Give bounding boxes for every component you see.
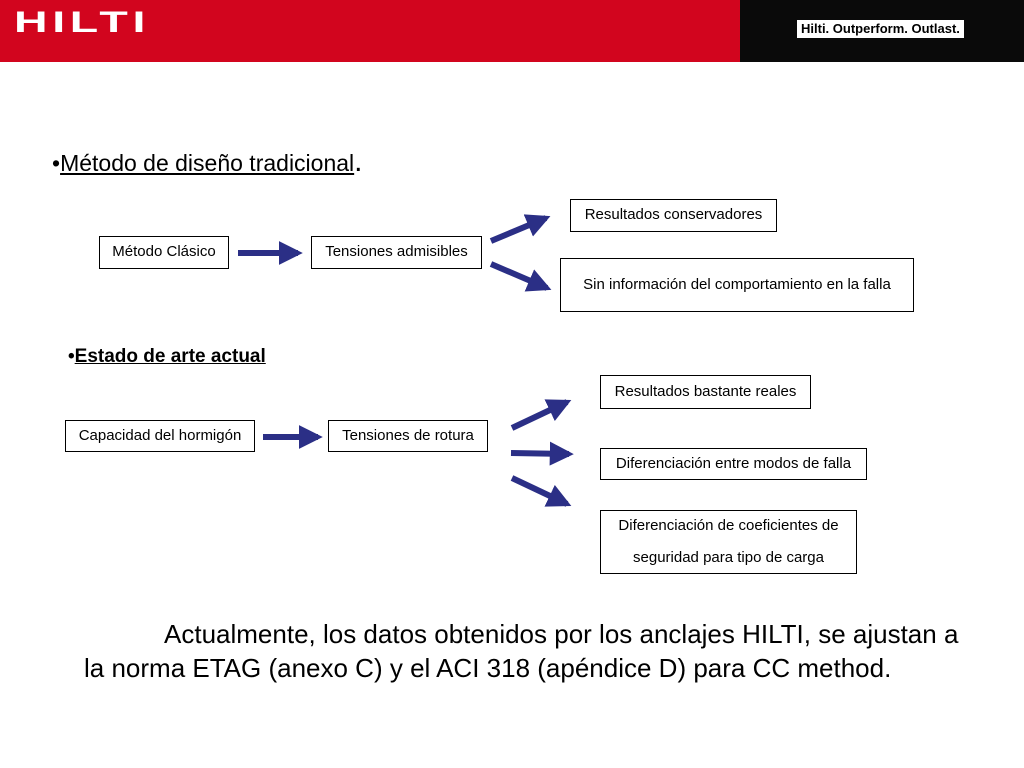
arrow-to-conservadores <box>491 218 546 241</box>
box-metodo-clasico: Método Clásico <box>99 236 229 269</box>
tagline: Hilti. Outperform. Outlast. <box>797 20 964 38</box>
hilti-logo: HILTI <box>14 6 151 39</box>
box-resultados-conservadores: Resultados conservadores <box>570 199 777 232</box>
arrow-to-resultados-reales <box>512 402 567 428</box>
box-tensiones-rotura: Tensiones de rotura <box>328 420 488 452</box>
section1-bullet: • <box>52 150 61 176</box>
section2-bullet: • <box>68 346 75 367</box>
box-modos-falla: Diferenciación entre modos de falla <box>600 448 867 480</box>
box-tensiones-admisibles: Tensiones admisibles <box>311 236 482 269</box>
box-coeficientes-seguridad: Diferenciación de coeficientes de seguridad para tipo de carga <box>600 510 857 574</box>
box-capacidad-hormigon: Capacidad del hormigón <box>65 420 255 452</box>
arrow-to-coeficientes <box>512 478 567 504</box>
section1-heading-period: . <box>354 145 363 178</box>
box-resultados-reales: Resultados bastante reales <box>600 375 811 409</box>
box-sin-informacion: Sin información del comportamiento en la falla <box>560 258 914 312</box>
summary-paragraph: Actualmente, los datos obtenidos por los anclajes HILTI, se ajustan a la norma ETAG (anexo C) y el ACI 318 (apéndice D) para CC method. <box>84 619 959 683</box>
arrow-to-modos-falla <box>511 453 569 454</box>
section1-heading-text: Método de diseño tradicional <box>60 150 355 176</box>
section2-heading-text: Estado de arte actual <box>74 346 266 367</box>
arrow-to-sin-informacion <box>491 264 547 288</box>
